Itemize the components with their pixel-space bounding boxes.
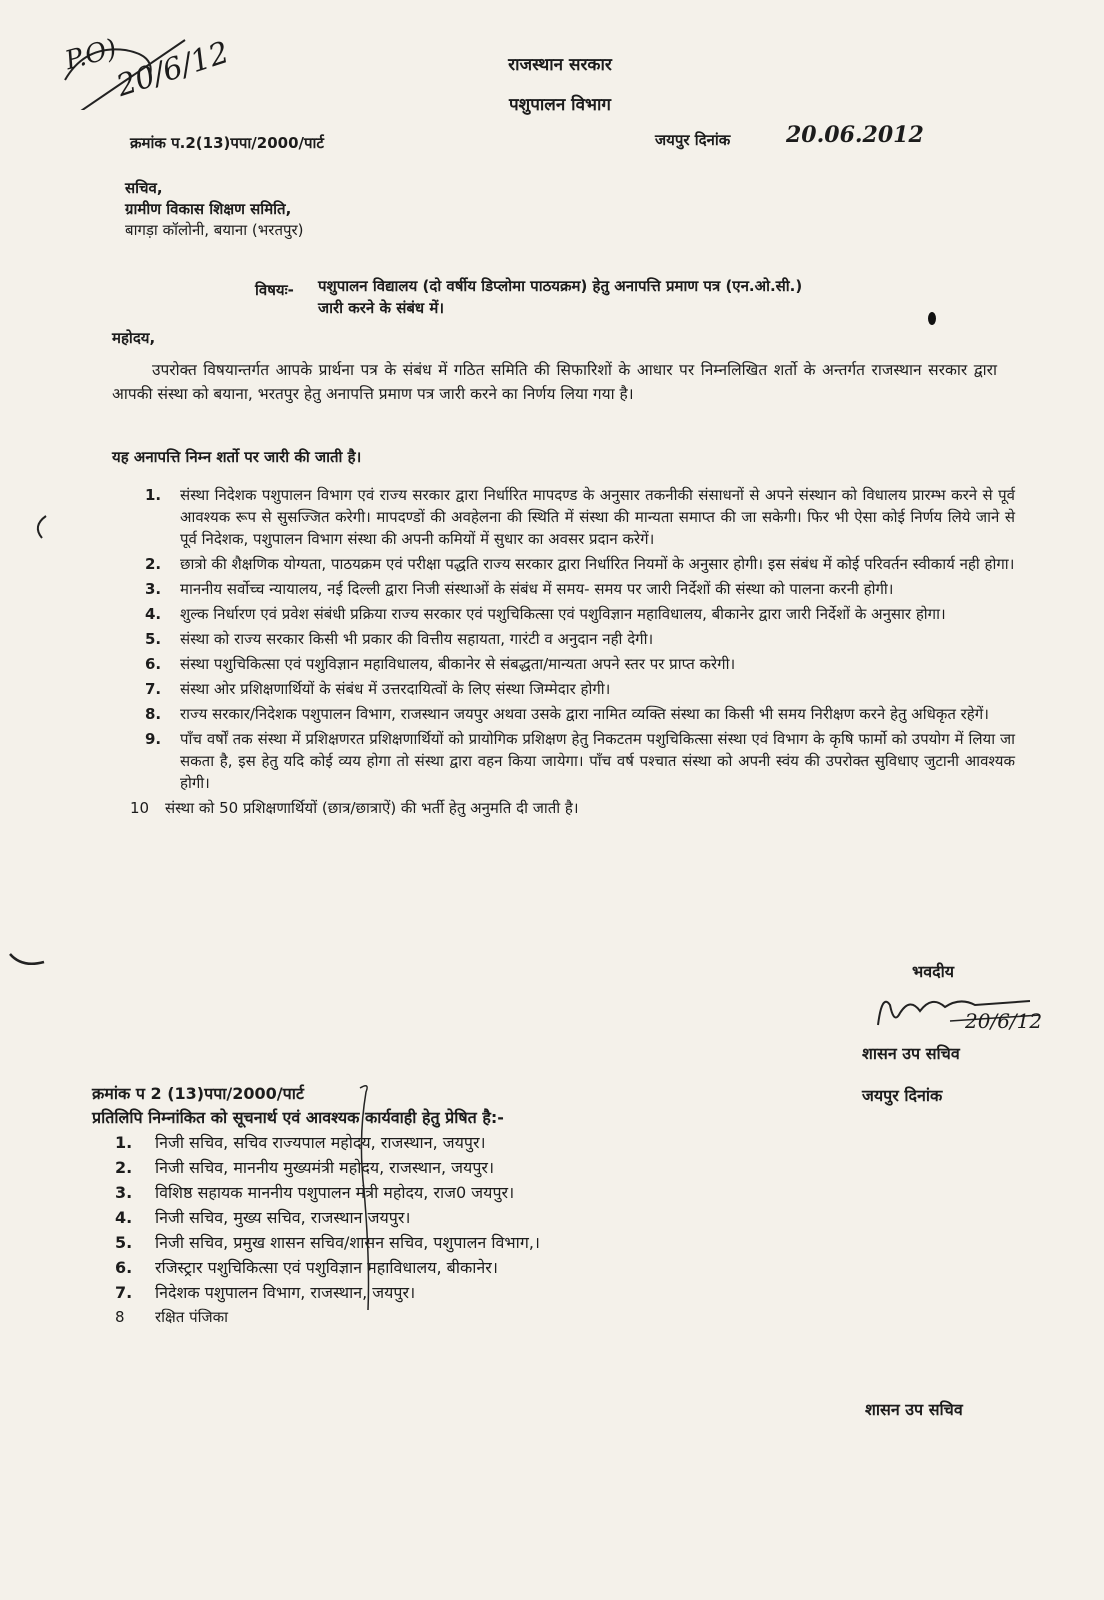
copy-recipients-list [115,1130,815,1330]
condition-item [145,703,1015,725]
addressee-line-3: बागड़ा कॉलोनी, बयाना (भरतपुर) [125,221,304,239]
recipient-number: 6. [115,1258,133,1277]
condition-item [145,728,1015,794]
condition-number: 3. [145,580,162,598]
addressee-line-2: ग्रामीण विकास शिक्षण समिति, [125,200,292,218]
ink-dot-icon [928,312,936,325]
condition-item [145,484,1015,550]
reference-number: क्रमांक प.2(13)पपा/2000/पार्ट [130,134,324,152]
copy-intro: प्रतिलिपि निम्नांकित को सूचनार्थ एवं आवश्यक कार्यवाही हेतु प्रेषित है:- [92,1108,504,1127]
condition-number: 2. [145,555,162,573]
condition-item [145,553,1015,575]
department-title: पशुपालन विभाग [509,95,611,115]
recipient-item [115,1130,815,1155]
condition-number: 1. [145,486,162,504]
recipient-number: 7. [115,1283,133,1302]
condition-text: संस्था पशुचिकित्सा एवं पशुविज्ञान महाविधालय, बीकानेर से संबद्धता/मान्यता अपने स्तर पर प्राप्त करेगी। [180,655,736,673]
recipient-text: निजी सचिव, सचिव राज्यपाल महोदय, राजस्थान, जयपुर। [155,1133,486,1152]
copy-designation: शासन उप सचिव [865,1400,963,1419]
recipient-text: निदेशक पशुपालन विभाग, राजस्थान, जयपुर। [155,1283,416,1302]
recipient-item [115,1155,815,1180]
closing-designation: शासन उप सचिव [862,1044,960,1063]
signature-area [870,985,1060,1045]
condition-text: पाँच वर्षों तक संस्था में प्रशिक्षणरत प्रशिक्षणार्थियों को प्रायोगिक प्रशिक्षण हेतु निकटतम पशुचिकित्सा संस्था एवं विभाग के कृषि फार्मो को उपयोग में लिया जा सकता है, इस हेतु यदि कोई व्यय होगा तो संस्था द्वारा वहन किया जायेगा। पाँच वर्ष पश्चात संस्था को अपनी स्वंय की उपरोक्त सुविधाए जुटानी आवश्यक होगी। [180,730,1015,792]
condition-item [145,653,1015,675]
recipient-item [115,1280,815,1305]
condition-text: संस्था ओर प्रशिक्षणार्थियों के संबंध में उत्तरदायित्वों के लिए संस्था जिम्मेदार होगी। [180,680,611,698]
condition-number: 5. [145,630,162,648]
recipient-item [115,1180,815,1205]
addressee-line-1: सचिव, [125,179,163,197]
condition-number: 7. [145,680,162,698]
signature-date: 20/6/12 [965,1009,1043,1033]
copy-reference-number: क्रमांक प 2 (13)पपा/2000/पार्ट [92,1084,304,1103]
margin-tick-icon [28,512,58,542]
letter-date: 20.06.2012 [786,122,924,148]
condition-item [145,603,1015,625]
margin-tick-icon [8,950,48,972]
recipient-number: 8 [115,1308,125,1326]
recipient-item [115,1230,815,1255]
recipient-number: 5. [115,1233,133,1252]
handwritten-top-date: 20/6/12 [112,34,234,105]
recipient-text: निजी सचिव, मुख्य सचिव, राजस्थान जयपुर। [155,1208,411,1227]
condition-text: संस्था को राज्य सरकार किसी भी प्रकार की वित्तीय सहायता, गारंटी व अनुदान नही देगी। [180,630,654,648]
recipient-number: 2. [115,1158,133,1177]
condition-text: माननीय सर्वोच्च न्यायालय, नई दिल्ली द्वारा निजी संस्थाओं के संबंध में समय- समय पर जारी निर्देशों की संस्था को पालना करनी होगी। [180,580,894,598]
recipient-item [115,1255,815,1280]
government-title: राजस्थान सरकार [508,55,612,75]
subject-label: विषयः- [255,281,294,299]
condition-number: 6. [145,655,162,673]
recipient-text: निजी सचिव, प्रमुख शासन सचिव/शासन सचिव, पशुपालन विभाग,। [155,1233,540,1252]
recipient-item [115,1205,815,1230]
condition-number: 4. [145,605,162,623]
recipient-number: 1. [115,1133,133,1152]
body-paragraph: उपरोक्त विषयान्तर्गत आपके प्रार्थना पत्र के संबंध में गठित समिति की सिफारिशों के आधार पर निम्नलिखित शर्तो के अन्तर्गत राजस्थान सरकार द्वारा आपकी संस्था को बयाना, भरतपुर हेतु अनापत्ति प्रमाण पत्र जारी करने का निर्णय लिया गया है। [112,361,997,403]
place-date-label: जयपुर दिनांक [655,131,731,149]
condition-item [145,678,1015,700]
recipient-text: रक्षित पंजिका [155,1308,229,1326]
condition-text: राज्य सरकार/निदेशक पशुपालन विभाग, राजस्थान जयपुर अथवा उसके द्वारा नामित व्यक्ति संस्था का किसी भी समय निरीक्षण करने हेतु अधिकृत रहेगें। [180,705,989,723]
condition-text: शुल्क निर्धारण एवं प्रवेश संबंधी प्रक्रिया राज्य सरकार एवं पशुचिकित्सा एवं पशुविज्ञान महाविधालय, बीकानेर द्वारा जारी निर्देशों के अनुसार होगा। [180,605,946,623]
handwritten-top-note: P.O) [62,33,120,77]
subject-line-1: पशुपालन विद्यालय (दो वर्षीय डिप्लोमा पाठयक्रम) हेतु अनापत्ति प्रमाण पत्र (एन.ओ.सी.) [318,277,803,295]
recipient-text: निजी सचिव, माननीय मुख्यमंत्री महोदय, राजस्थान, जयपुर। [155,1158,495,1177]
condition-text: संस्था निदेशक पशुपालन विभाग एवं राज्य सरकार द्वारा निर्धारित मापदण्ड के अनुसार तकनीकी संसाधनों से अपने संस्थान को विधालय प्रारम्भ करने से पूर्व आवश्यक रूप से सुसज्जित करेगी। मापदण्डों की अवहेलना की स्थिति में संस्था की मान्यता समाप्त की जा सकेगी। फिर भी ऐसा कोई निर्णय लिये जाने से पूर्व निदेशक, पशुपालन विभाग संस्था की अपनी कमियों में सुधार का अवसर प्रदान करेगें। [180,486,1015,548]
salutation: महोदय, [112,329,156,347]
condition-text: छात्रो की शैक्षणिक योग्यता, पाठयक्रम एवं परीक्षा पद्धति राज्य सरकार द्वारा निर्धारित नियमों के अनुसार होगी। इस संबंध में कोई परिवर्तन स्वीकार्य नही होगा। [180,555,1015,573]
handwritten-note [45,20,235,110]
condition-number: 8. [145,705,162,723]
recipient-text: रजिस्ट्रार पशुचिकित्सा एवं पशुविज्ञान महाविधालय, बीकानेर। [155,1258,498,1277]
addressee-block [125,178,304,241]
subject-line-2: जारी करने के संबंध में। [318,299,445,317]
copy-place-date-label: जयपुर दिनांक [862,1086,943,1105]
condition-text: संस्था को 50 प्रशिक्षणार्थियों (छात्र/छात्राऐं) की भर्ती हेतु अनुमति दी जाती है। [165,799,579,817]
conditions-list [130,484,1015,822]
condition-item [145,578,1015,600]
recipient-item [115,1305,815,1330]
closing-yours: भवदीय [912,962,955,981]
condition-item [145,628,1015,650]
condition-number: 9. [145,730,162,748]
recipient-number: 3. [115,1183,133,1202]
condition-number: 10 [130,799,150,817]
recipient-text: विशिष्ठ सहायक माननीय पशुपालन मंत्री महोदय, राज0 जयपुर। [155,1183,515,1202]
recipient-number: 4. [115,1208,133,1227]
conditions-intro: यह अनापत्ति निम्न शर्तो पर जारी की जाती है। [112,448,362,466]
condition-item [130,797,1015,819]
check-mark-icon [330,1080,450,1320]
